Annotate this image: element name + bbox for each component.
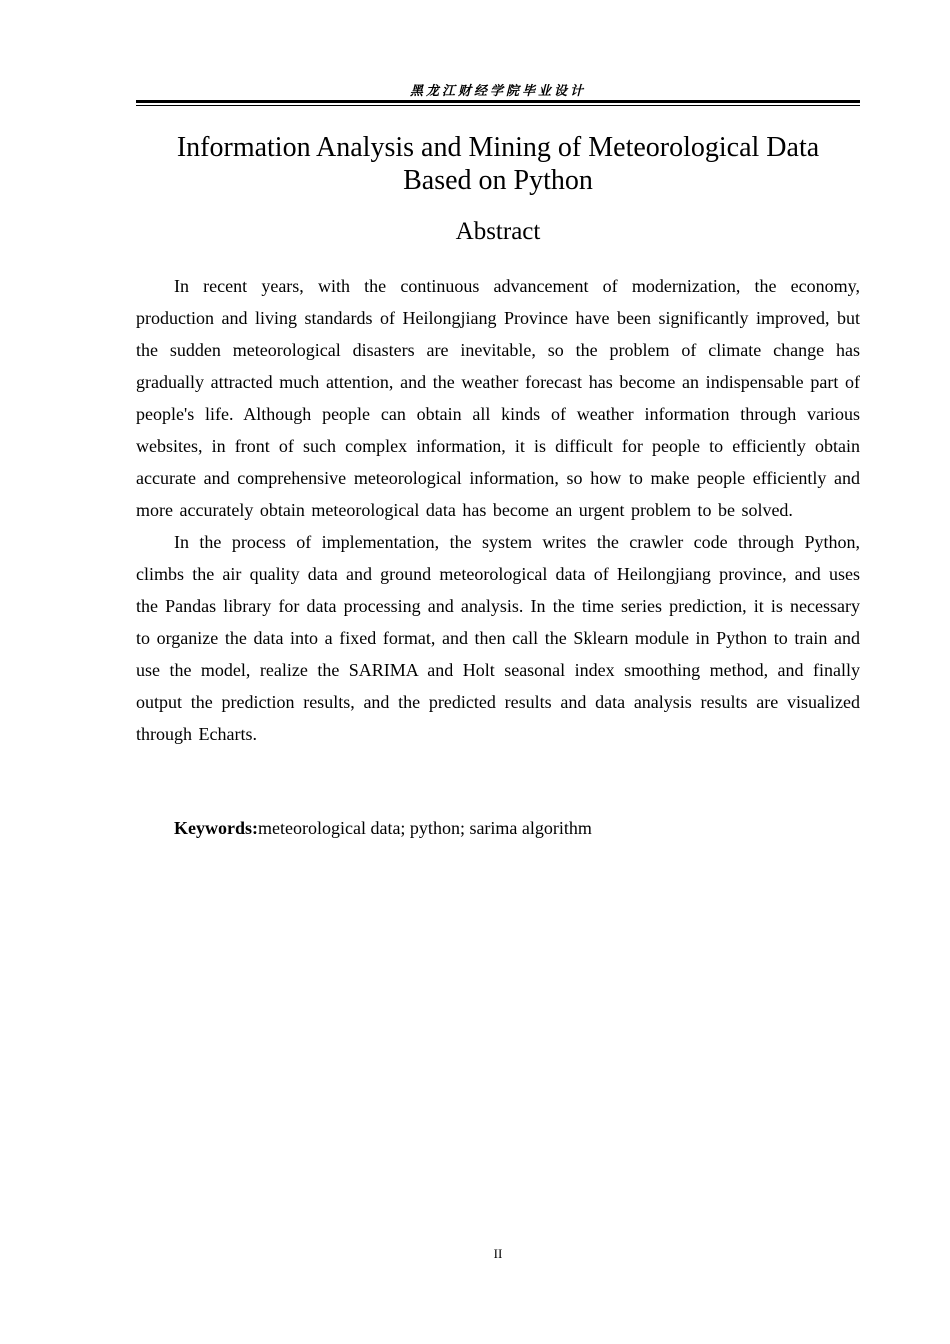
page-number: II [493,1246,503,1261]
abstract-body [136,270,860,750]
document-title [136,131,860,197]
keywords-line [174,814,592,842]
header-rule-thin [136,105,860,106]
header-rule-thick [136,100,860,103]
title-line-2: Based on Python [403,165,593,196]
running-header: 黑龙江财经学院毕业设计 [409,84,586,99]
title-line-1: Information Analysis and Mining of Meteorological Data [176,132,820,163]
abstract-paragraph-1: In recent years, with the continuous advancement of modernization, the economy, production and living standards of Heilongjiang Province have been significantly improved, but the sudden meteorological disasters are inevitable, so the problem of climate change has gradually attracted much attention, and the weather forecast has become an indispensable part of people's life. Although people can obtain all kinds of weather information through various websites, in front of such complex information, it is difficult for people to efficiently obtain accurate and comprehensive meteorological information, so how to make people efficiently and more accurately obtain meteorological data has become an urgent problem to be solved. [136,276,860,520]
keywords-label: Keywords: [174,818,258,838]
abstract-heading: Abstract [455,218,541,245]
keywords-value: meteorological data; python; sarima algorithm [258,818,592,838]
abstract-paragraph-2: In the process of implementation, the system writes the crawler code through Python, climbs the air quality data and ground meteorological data of Heilongjiang province, and uses the Pandas library for data processing and analysis. In the time series prediction, it is necessary to organize the data into a fixed format, and then call the Sklearn module in Python to train and use the model, realize the SARIMA and Holt seasonal index smoothing method, and finally output the prediction results, and the predicted results and data analysis results are visualized through Echarts. [136,532,860,744]
